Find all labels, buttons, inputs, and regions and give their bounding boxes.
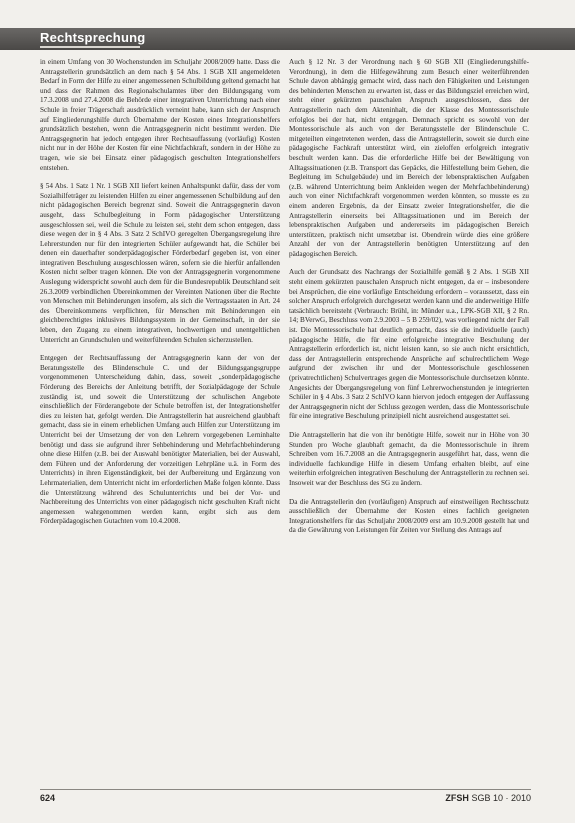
footer-rule	[40, 789, 531, 790]
section-title: Rechtsprechung	[40, 30, 146, 45]
right-paragraph-4: Da die Antragstellerin den (vorläufigen) Anspruch auf einstweiligen Rechtsschutz ausschließlich der Übernahme der Kosten eines fachlich geeigneten Integrationshelfers für das Schuljahr 2008/2009 erst am 10.9.2008 gestellt hat und da die Gewährung von Leistungen für Zeiten vor Stellung des Antrags auf	[289, 497, 529, 535]
right-paragraph-1: Auch § 12 Nr. 3 der Verordnung nach § 60 SGB XII (Eingliederungshilfe-Verordnung), in dem die Hilfegewährung zum Besuch einer weiterführenden Schule davon abhängig gemacht wird, dass nach den Fähigkeiten und Leistungen des behinderten Menschen zu erwarten ist, dass er das Bildungsziel erreichen wird, steht einer gekürzten pauschalen Anspruch ausgeschlossen, dass der Antragstellerin nach dem Akteninhalt, die der Klasse des Montessorischule erfolglos bei der hat, nicht entgegen. Demnach spricht es sowohl von der Montessorischule als auch von der Beratungsstelle der Blindenschule C. mitgeteilten eingetretenen werden, dass die Antragstellerin, soweit sie durch eine pädagogische Fachkraft unterstützt wird, ein zieloffen erfolgreich integrativ beschult werden kann. Das die erforderliche Hilfe bei der Bewältigung von Alltagssituationen (z.B. Transport das Gepäcks, die Hilfestellung beim Gehen, die Begleitung im Schulgebäude) und im Bereich der lebenspraktischen Aufgaben (z.B. während Unterrichtung beim Ankleiden wegen der Mehrfachbehinderung) auch von einer Nichtfachkraft vorgenommen werden könnten, so musste es zu einem anderen Ergebnis, da der Einsatz zweier Integrationshelfer, die die Antragstellerin einerseits bei Alltagssituationen und im Bereich der lebenspraktischen Aufgaben und andererseits im pädagogischen Bereich unterstützen, praktisch nicht umsetzbar ist. Obendrein würde dies eine größere Anzahl der von der Antragstellerin benötigten Unterstützung auf den pädagogischen Bereich.	[289, 58, 529, 258]
header-underline	[40, 46, 140, 48]
page-number: 624	[40, 793, 56, 803]
journal-info	[445, 793, 531, 803]
journal-name: ZFSH	[445, 793, 469, 803]
left-paragraph-1: in einem Umfang von 30 Wochenstunden im Schuljahr 2008/2009 hatte. Dass die Antragstellerin grundsätzlich an dem nach § 54 Abs. 1 SGB XII angemeldeten Bedarf in Form der Hilfe zu einer angemessenen Schulbildung geltend gemacht hat und dass der Rahmen des Regionalschulamtes über den Bildungsgang vom 17.3.2008 und 27.4.2008 die Behörde einer integrativen Unterrichtung nach einer Schule in freier Trägerschaft ausdrücklich verneint habe, kann sich der Anspruch auf Eingliederungshilfe durch Übernahme der Kosten eines Integrationshelfers grundsätzlich bestehen, wenn die Antragsgegnerin nicht bestimmt werden. Die Antragsgegnerin hat jedoch entgegen ihrer Rechtsauffassung (vorläufig) Kosten nicht nur in der Höhe der Kosten für eine Nichtfachkraft, sondern in der Höhe zu tragen, wie sie bei Einsatz einer pädagogisch geschulten Integrationshelfers entstehen.	[40, 58, 280, 172]
journal-abbr: SGB	[471, 793, 491, 803]
section-header	[0, 28, 575, 50]
right-paragraph-2: Auch der Grundsatz des Nachrangs der Sozialhilfe gemäß § 2 Abs. 1 SGB XII steht einem gekürzten pauschalen Anspruch nicht entgegen, da er – insbesondere bei Ansprüchen, die eine vorläufige Entscheidung erfordern – voraussetzt, dass ein solcher Anspruch erfolgreich durchgesetzt werden kann und die anderweitige Hilfe tatsächlich bereitsteht (Verbrauch: Brühl, in: Münder u.a., LPK-SGB XII, § 2 Rn. 14; BVerwG, Beschluss vom 2.9.2003 – 5 B 259/02), was vorliegend nicht der Fall ist. Die Montessorischule hat deutlich gemacht, dass sie die individuelle (auch) pädagogische Hilfe, die für eine erfolgreiche integrative Beschulung der Antragstellerin erforderlich ist, nicht leisten kann, so sie auch nicht ersichtlich, dass der Antragstellerin entsprechende Ansprüche auf schulrechtlichem Wege aufgrund der zwischen ihr und der Montessorischule geschlossenen (privatrechtlichen) Schulvertrages gegen die Montessorischule durchsetzen könnte. Angesichts der Übergangsregelung von fünf Lehrerwochenstunden je integrierten Schüler in § 4 Abs. 3 Satz 2 SchIVO kann hiervon jedoch entgegen der Auffassung der Antragsgegnerin nicht der Schluss gezogen werden, dass die Montessorischule für eine integrative Beschulung prinzipiell nicht ausreichend ausgestattet sei.	[289, 268, 529, 421]
left-paragraph-3: Entgegen der Rechtsauffassung der Antragsgegnerin kann der von der Beratungsstelle des Blindenschule C. und der Bildungsgangsgruppe vorgenommenen Unterscheidung dahin, dass, soweit „sonderpädagogische Förderung des Bereichs der Anleitung betrifft, der Sozialpädagoge der Schule zuständig ist, und soweit die Unterstützung der schulischen Angebote einschließlich der Förderangebote der Schule betroffen ist, der Integrationshelfer dies zu leisten hat, gefolgt werden. Die Antragstellerin hat ausreichend glaubhaft gemacht, dass sie in einem erheblichen Umfang auch Hilfen zur Unterstützung im Unterricht bei der Umsetzung der von den Lehrern vorgegebenen Lerninhalte benötigt und dass sie aufgrund ihrer Sehbehinderung und Mehrfachbehinderung ohne diese Hilfen (z.B. bei der Auswahl benötigter Materialien, bei der Auswahl, dem Führen und der Anforderung der vorzeitigen Lehrpläne u.ä. in Form des Unterrichts) in ihren Eigenständigkeit, bei der Aufbereitung und Ergänzung von Lehrmaterialien, dem Unterricht nicht im erforderlichen Maße folgen könnte. Dass die Unterstützung während des Schulunterrichts und bei der Vor- und Nachbereitung des Unterrichts von einer pädagogisch nicht geschulten Kraft nicht angemessen wahrgenommen werden kann, ergibt sich aus dem Förderpädagogischen Gutachten vom 10.4.2008.	[40, 354, 280, 526]
page-footer	[40, 793, 531, 807]
right-column	[289, 58, 529, 536]
right-paragraph-3: Die Antragstellerin hat die von ihr benötigte Hilfe, soweit nur in Höhe von 30 Stunden pro Woche glaubhaft gemacht, da die Montessorischule in ihrem Schreiben vom 16.7.2008 an die Antragsgegnerin ausgeführt hat, dass, wenn die individuelle fachkundige Hilfe in diesem Umfang erhalten bleibt, auf eine weiterhin erfolgreichen integrativen Beschulung der Antragstellerin zu rechnen sei. Insoweit war der Beschluss des SG zu ändern.	[289, 430, 529, 487]
journal-issue: 10 · 2010	[492, 793, 531, 803]
left-column	[40, 58, 280, 527]
left-paragraph-2: § 54 Abs. 1 Satz 1 Nr. 1 SGB XII liefert keinen Anhaltspunkt dafür, dass der vom Sozialhilfeträger zu leistenden Hilfen zu einer angemessenen Schulbildung auf den nicht pädagogischen Bereich begrenzt sind. Soweit die Antragsgegnerin davon ausgeht, dass Schulbegleitung in Form pädagogischer Unterstützung ausgeschlossen sei, weil die Schule zu leisten sei, steht dem schon entgegen, dass diese wegen der in § 4 Abs. 3 Satz 2 SchIVO geregelten Übergangsregelung ihre Lehrerstunden nur für den integrierten Schüler aufgewandt hat, die Schüler bei denen ein dauerhafter sonderpädagogischer Förderbedarf gegeben ist, von einer integrativen Beschulung ausgeschlossen wären, sofern sie die hierfür anfallenden Kosten nicht selber tragen können. Die von der Antragsgegnerin vorgenommene Auslegung widerspricht sowohl auch dem für die Bundesrepublik Deutschland seit 26.3.2009 verbindlichen Übereinkommen der Vereinten Nationen über die Rechte von Menschen mit Behinderungen insofern, als sich die Vertragsstaaten in Art. 24 des Übereinkommens verpflichten, für Menschen mit Behinderungen ein gleichberechtigtes inklusives Bildungssystem in der Gemeinschaft, in der sie leben, den Zugang zu einem integrativen, hochwertigen und unentgeltlichen Unterricht an Grundschulen und weiterführenden Schulen sicherzustellen.	[40, 182, 280, 344]
